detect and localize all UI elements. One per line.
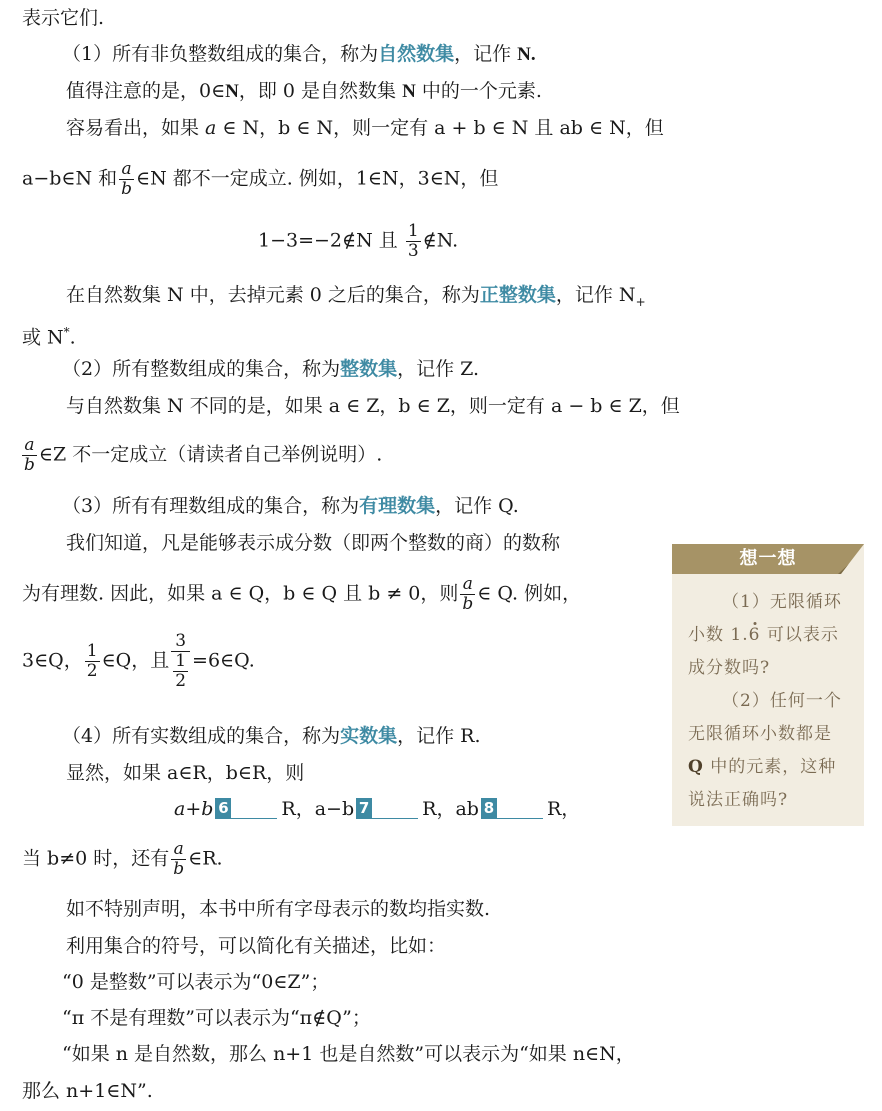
text: （2）所有整数组成的集合，称为 <box>62 358 341 380</box>
fraction-one-half: $\frac{1}{2}$ <box>175 651 187 691</box>
term-reals: 实数集 <box>340 725 398 747</box>
text-line <box>22 160 498 204</box>
term-integers: 整数集 <box>340 358 398 380</box>
text: ∈Q，且 <box>101 649 170 672</box>
superscript-star: * <box>63 325 70 339</box>
var-a: a <box>205 117 217 139</box>
blank-number: 7 <box>356 798 372 818</box>
text-line <box>66 394 680 418</box>
text: ∈ Q. 例如， <box>477 582 582 605</box>
answer-blank-8[interactable] <box>481 798 543 819</box>
blank-number: 6 <box>215 798 231 818</box>
text: ，记作 Q. <box>435 495 519 517</box>
text: 我们知道，凡是能够表示成分数（即两个整数的商）的数称 <box>66 532 561 554</box>
text: “如果 n 是自然数，那么 n+1 也是自然数”可以表示为“如果 n∈N， <box>62 1043 635 1065</box>
text: 利用集合的符号，可以简化有关描述，比如： <box>66 935 447 957</box>
text-line <box>22 1079 153 1103</box>
text-line <box>22 6 104 30</box>
text: ，即 0 是自然数集 <box>238 80 403 102</box>
fraction-a-over-b: $\frac{a}{b}$ <box>121 159 133 199</box>
think-sidebar <box>672 544 864 826</box>
text: 与自然数集 N 不同的是，如果 a ∈ Z，b ∈ Z，则一定有 a − b ∈ Z，但 <box>66 395 680 417</box>
text: ∈N 都不一定成立. 例如，1∈N，3∈N，但 <box>136 167 499 190</box>
term-rationals: 有理数集 <box>359 495 436 517</box>
text: 容易看出，如果 <box>66 117 206 139</box>
text: 或 N <box>22 326 64 349</box>
definition-rationals <box>62 494 519 518</box>
text: 那么 n+1∈N”. <box>22 1080 153 1102</box>
formula-line <box>258 222 458 261</box>
fraction-a-over-b: $\frac{a}{b}$ <box>24 435 35 475</box>
text: 在自然数集 N 中，去掉元素 0 之后的集合，称为 <box>66 284 480 306</box>
answer-blank-7[interactable] <box>356 798 418 819</box>
text: 当 b≠0 时，还有 <box>22 847 170 870</box>
text: “0 是整数”可以表示为“0∈Z”； <box>62 971 330 993</box>
text: =6∈Q. <box>192 649 255 672</box>
answer-blank-6[interactable] <box>215 798 277 819</box>
text: “π 不是有理数”可以表示为“π∉Q”； <box>62 1007 371 1029</box>
text-line <box>22 840 223 884</box>
definition-positive <box>66 283 646 314</box>
text-line <box>62 1006 371 1030</box>
text: R，ab <box>422 798 479 820</box>
subscript-plus: + <box>635 294 646 309</box>
text: a−b∈N 和 <box>22 167 118 190</box>
fraction-a-over-b: $\frac{a}{b}$ <box>462 574 474 614</box>
text: 为有理数. 因此，如果 a ∈ Q，b ∈ Q 且 b ≠ 0，则 <box>22 582 459 605</box>
text-line <box>66 897 490 921</box>
text-line <box>22 575 581 619</box>
text: . <box>69 326 76 349</box>
symbol-q: Q <box>688 757 704 777</box>
text: 值得注意的是，0∈ <box>66 80 226 102</box>
text: ∈Z 不一定成立（请读者自己举例说明）. <box>38 443 383 466</box>
text-line <box>62 970 329 994</box>
symbol-n: N <box>225 81 239 102</box>
definition-natural <box>62 42 536 67</box>
text: 显然，如果 a∈R，b∈R，则 <box>66 762 305 784</box>
text: （3）所有有理数组成的集合，称为 <box>62 495 360 517</box>
definition-integers <box>62 357 479 381</box>
text: ∈R. <box>188 847 223 870</box>
text-line <box>66 531 560 555</box>
text-line <box>22 320 76 349</box>
symbol-n: N. <box>517 44 536 65</box>
definition-reals <box>62 724 481 748</box>
text-line <box>66 116 664 140</box>
text-line <box>20 436 382 480</box>
text-line <box>66 934 446 958</box>
text: ∈ N，b ∈ N，则一定有 a + b ∈ N 且 ab ∈ N，但 <box>216 117 664 139</box>
text: 表示它们. <box>22 7 105 29</box>
text: 1−3=−2∉N 且 <box>258 229 398 252</box>
formula-line <box>22 632 255 710</box>
complex-fraction: $\frac{3}{\frac{1}{2}}$ <box>171 632 190 691</box>
fraction-one-third: $\frac{1}{3}$ <box>407 221 419 261</box>
question-1: （1）无限循环 <box>722 592 842 612</box>
text: （1）所有非负整数组成的集合，称为 <box>62 43 379 65</box>
text-line <box>66 761 304 785</box>
fraction-one-half: $\frac{1}{2}$ <box>86 641 98 681</box>
text: ，记作 <box>454 43 518 65</box>
text: R， <box>546 798 581 820</box>
text: （4）所有实数组成的集合，称为 <box>62 725 341 747</box>
text: ，记作 Z. <box>397 358 480 380</box>
fraction-a-over-b: $\frac{a}{b}$ <box>173 839 185 879</box>
text: a+b <box>174 798 214 820</box>
text-line <box>62 1042 635 1066</box>
text: ∉N. <box>422 229 459 252</box>
text: 如不特别声明，本书中所有字母表示的数均指实数. <box>66 898 491 920</box>
text: 3∈Q， <box>22 649 83 672</box>
repeating-digit: 6 <box>748 625 761 645</box>
text-line <box>66 79 542 104</box>
text: ，记作 N <box>555 284 636 306</box>
text: R，a−b <box>281 798 355 820</box>
term-positive-integers: 正整数集 <box>479 284 556 306</box>
fill-in-line <box>174 797 580 821</box>
text: ，记作 R. <box>397 725 481 747</box>
symbol-n: N <box>402 81 416 102</box>
text: 中的一个元素. <box>415 80 542 102</box>
think-body: （1）无限循环 小数 1.6 可以表示 成分数吗? （2）任何一个 无限循环小数都是 Q 中的元素，这种 说法正确吗? <box>688 586 854 817</box>
term-natural-numbers: 自然数集 <box>378 43 455 65</box>
think-title: 想一想 <box>739 548 797 569</box>
question-2: （2）任何一个 <box>722 691 842 711</box>
blank-number: 8 <box>481 798 497 818</box>
